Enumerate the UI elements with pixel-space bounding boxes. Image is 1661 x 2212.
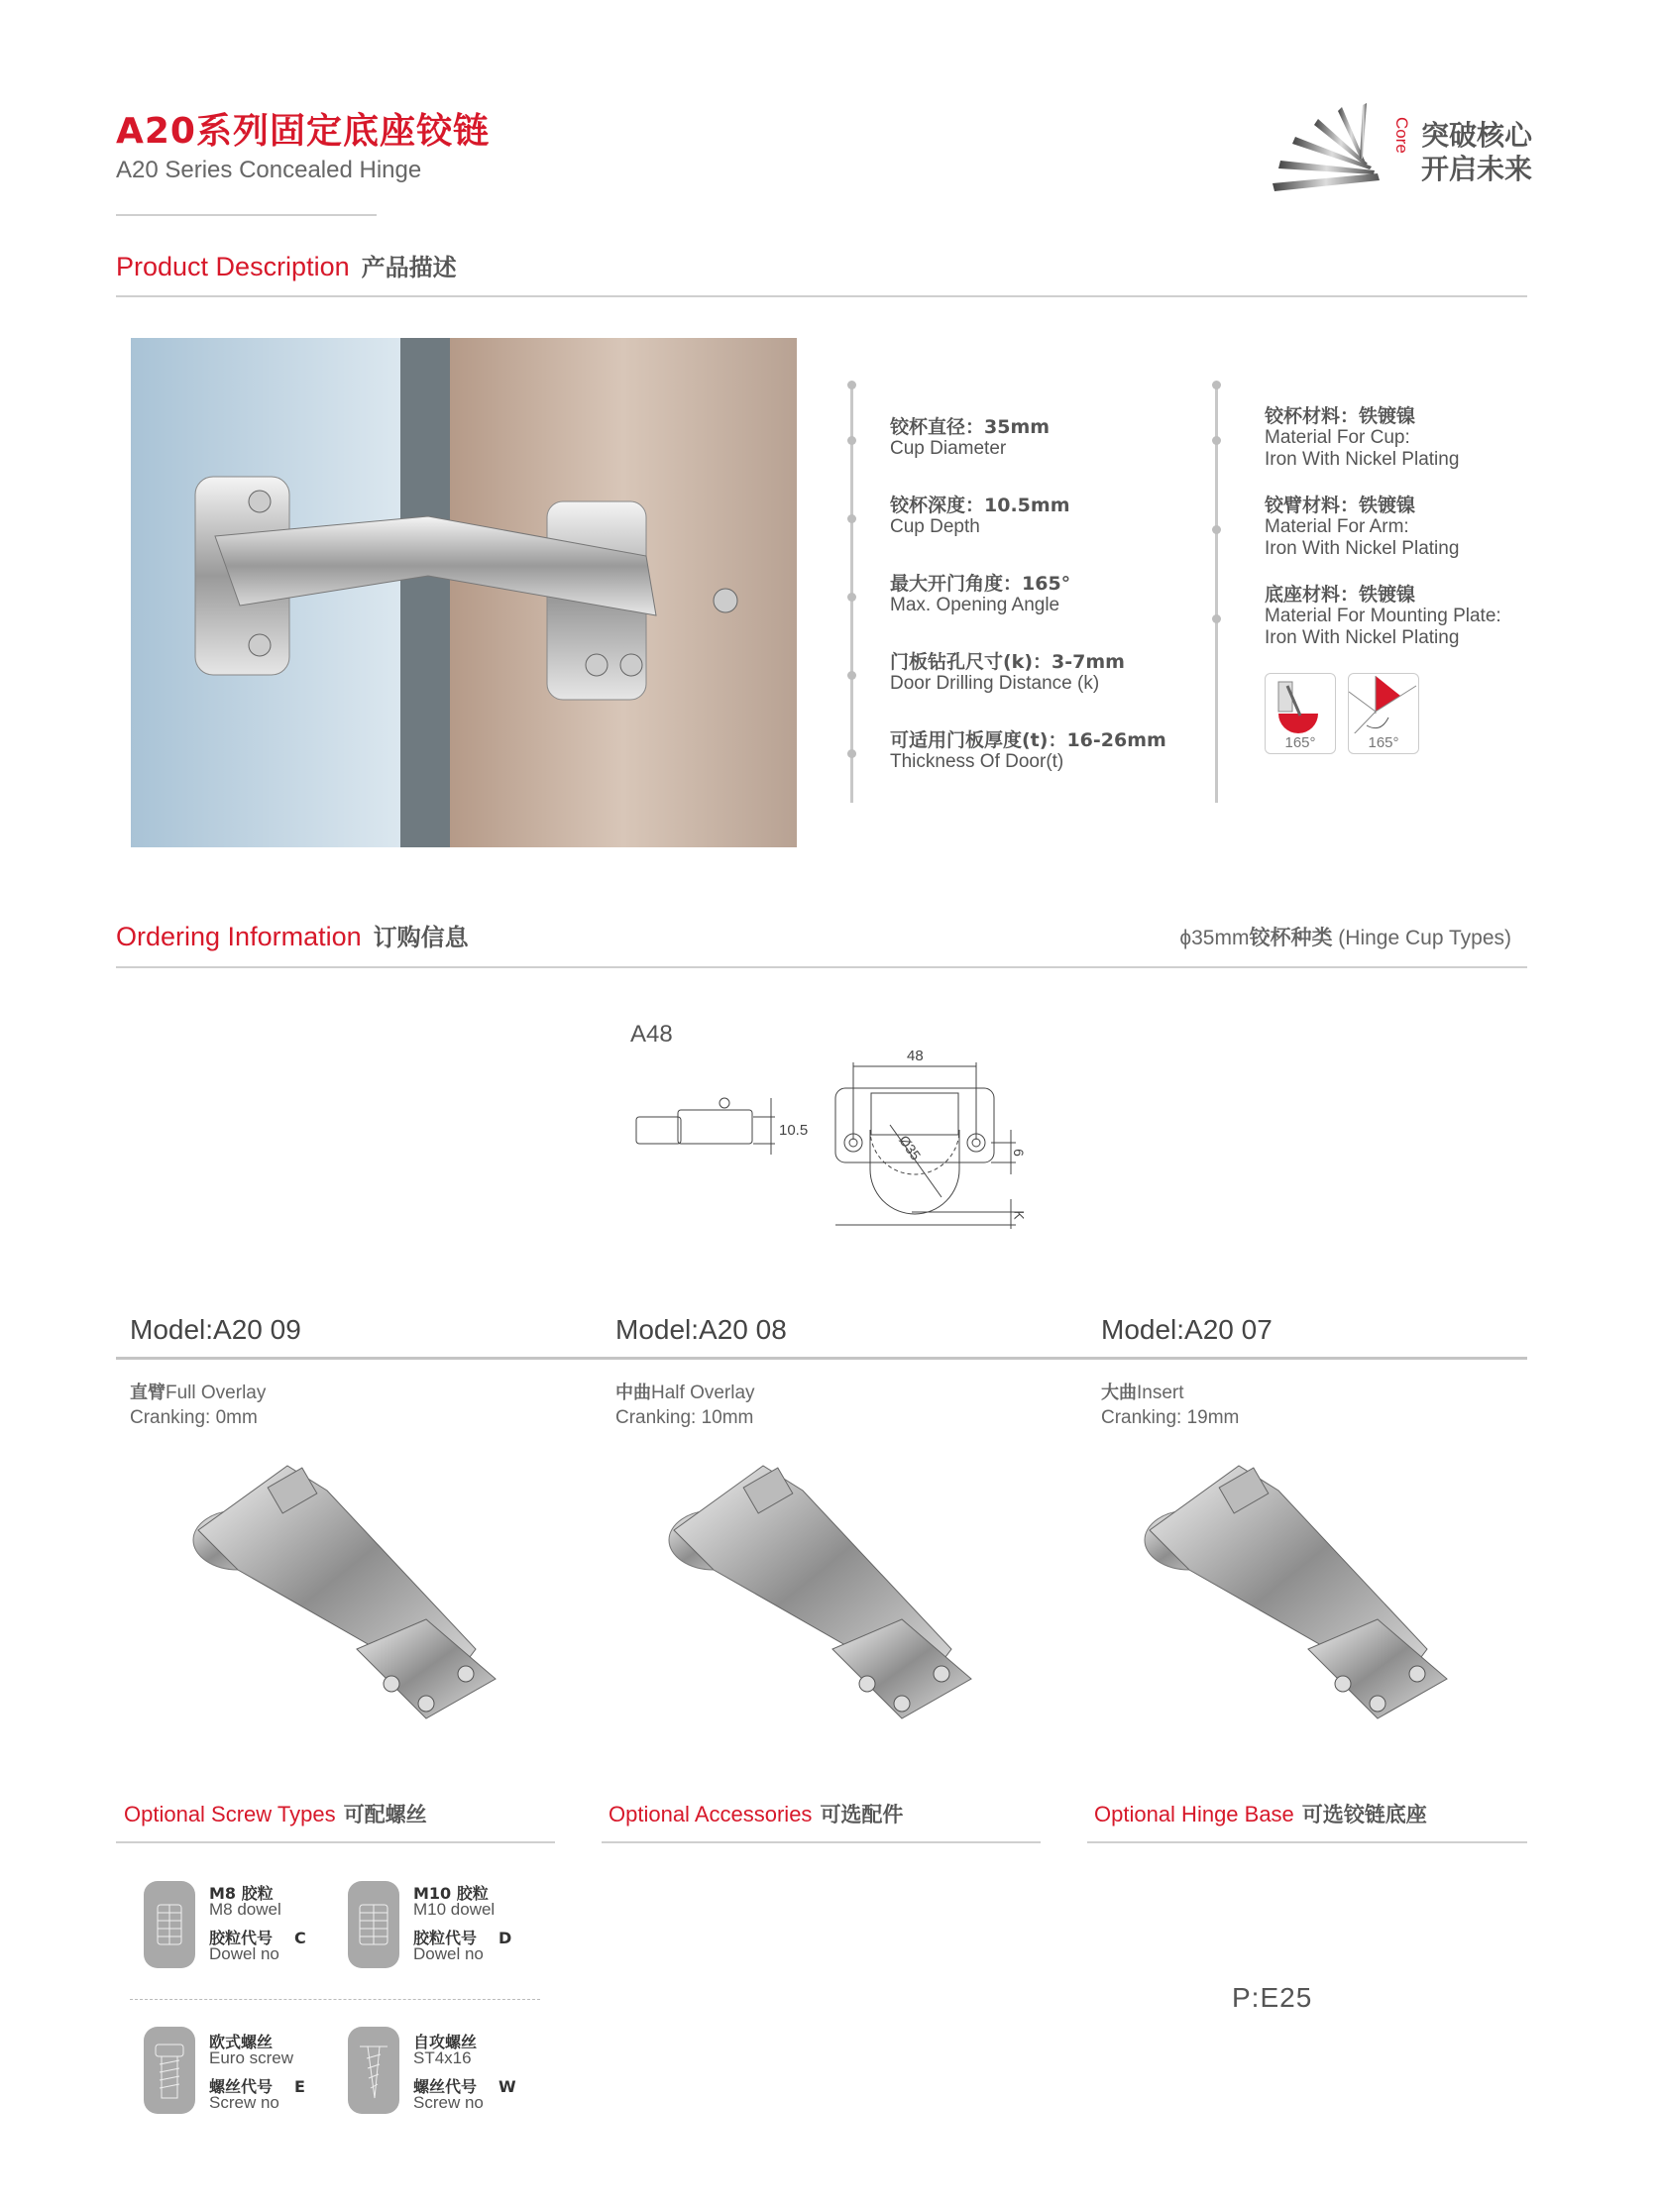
screw-code: W	[498, 2077, 516, 2096]
material-value-en: Iron With Nickel Plating	[1265, 538, 1460, 559]
cup-types-en: (Hinge Cup Types)	[1332, 927, 1511, 949]
dowel-icon	[348, 1881, 399, 1968]
spec-label-en: Thickness Of Door(t)	[890, 751, 1064, 772]
euro-screw-icon	[144, 2027, 195, 2114]
timeline-dot	[847, 514, 856, 523]
screw-name-cn: 自攻螺丝	[413, 2033, 478, 2051]
material-value-en: Iron With Nickel Plating	[1265, 449, 1460, 470]
screw-item	[209, 2035, 305, 2111]
offset-dimension: 6	[1010, 1149, 1027, 1157]
spec-label: 门板钻孔尺寸(k)：	[890, 651, 1052, 673]
code-label-cn: 螺丝代号	[413, 2077, 478, 2096]
heading-en: Optional Hinge Base	[1094, 1802, 1294, 1826]
spec-value: 35mm	[984, 416, 1051, 438]
spec-label: 铰杯直径：	[890, 416, 985, 438]
screw-code: C	[294, 1929, 306, 1947]
optional-divider	[116, 1841, 555, 1843]
screw-item	[209, 1886, 306, 1962]
code-label-en: Screw no	[209, 2093, 279, 2112]
models-divider	[116, 1357, 1527, 1360]
heading-cn: 可配螺丝	[343, 1803, 427, 1826]
hinge-cup-types-label	[1179, 922, 1511, 951]
hinge-image	[1130, 1451, 1467, 1738]
section-title-en: Ordering Information	[116, 922, 362, 951]
material-timeline	[1215, 384, 1218, 803]
logo-slogan	[1421, 119, 1532, 186]
spec-label: 可适用门板厚度(t)：	[890, 729, 1067, 751]
screw-code: D	[498, 1929, 512, 1947]
timeline-dot	[847, 381, 856, 389]
self-tapping-screw-icon	[348, 2027, 399, 2114]
code-label-en: Screw no	[413, 2093, 484, 2112]
optional-hinge-base-heading	[1094, 1799, 1427, 1828]
section-title-cn: 订购信息	[373, 924, 469, 951]
material-item	[1265, 584, 1501, 649]
spec-item	[890, 416, 1050, 460]
model-type	[615, 1381, 755, 1430]
type-cn: 中曲	[615, 1382, 651, 1403]
timeline-dot	[1212, 614, 1221, 623]
type-en: Half Overlay	[651, 1382, 755, 1403]
spec-value: 165°	[1022, 573, 1071, 595]
heading-en: Optional Screw Types	[124, 1802, 336, 1826]
material-label-en: Material For Arm:	[1265, 516, 1409, 537]
spec-value: 3-7mm	[1052, 651, 1125, 673]
type-en: Full Overlay	[166, 1382, 267, 1403]
timeline-dot	[847, 436, 856, 445]
k-dimension: K	[1011, 1210, 1028, 1220]
spec-label: 最大开门角度：	[890, 573, 1023, 595]
heading-en: Optional Accessories	[609, 1802, 813, 1826]
code-label-en: Dowel no	[209, 1944, 279, 1963]
spec-item	[890, 495, 1070, 538]
logo-core-word: Core	[1392, 117, 1411, 154]
spec-item	[890, 573, 1070, 616]
angle-label: 165°	[1284, 734, 1316, 751]
screw-item	[413, 2035, 516, 2111]
type-cn: 直臂	[130, 1382, 166, 1403]
cranking: Cranking: 0mm	[130, 1407, 258, 1428]
angle-label: 165°	[1368, 734, 1399, 751]
type-cn: 大曲	[1101, 1382, 1137, 1403]
cup-model-label: A48	[630, 1021, 673, 1048]
spec-item	[890, 651, 1125, 695]
screw-name-cn: 欧式螺丝	[209, 2033, 274, 2051]
material-label: 铰杯材料：铁镀镍	[1265, 405, 1416, 427]
material-item	[1265, 495, 1459, 560]
timeline-dot	[847, 749, 856, 758]
logo-line-1: 突破核心	[1421, 119, 1533, 152]
material-label-en: Material For Cup:	[1265, 427, 1410, 448]
spec-value: 16-26mm	[1066, 729, 1166, 751]
optional-accessories-heading	[609, 1799, 903, 1828]
material-label: 铰臂材料：铁镀镍	[1265, 495, 1416, 516]
fan-logo-icon	[1271, 99, 1389, 193]
product-photo	[131, 338, 797, 847]
cup-diameter-dimension: Ø35	[896, 1132, 925, 1163]
cranking: Cranking: 10mm	[615, 1407, 754, 1428]
code-label-en: Dowel no	[413, 1944, 484, 1963]
page-subtitle: A20 Series Concealed Hinge	[116, 157, 422, 183]
section-divider	[116, 966, 1527, 968]
cranking: Cranking: 19mm	[1101, 1407, 1240, 1428]
hinge-165-angle-icon	[1265, 673, 1336, 754]
cup-dimension-diagram	[614, 1001, 1031, 1229]
model-type	[1101, 1381, 1239, 1430]
spec-label-en: Door Drilling Distance (k)	[890, 673, 1100, 694]
timeline-dot	[847, 593, 856, 602]
material-label-en: Material For Mounting Plate:	[1265, 606, 1501, 626]
brand-logo	[1271, 99, 1548, 193]
screw-name-cn: M10 胶粒	[413, 1884, 489, 1903]
cup-depth-dimension: 10.5	[779, 1122, 809, 1139]
logo-line-2: 开启未来	[1421, 153, 1533, 185]
model-name: Model:A20 07	[1101, 1314, 1273, 1345]
cup-diameter: ϕ35mm	[1179, 927, 1250, 949]
dashed-divider	[130, 1999, 540, 2000]
timeline-dot	[1212, 436, 1221, 445]
optional-divider	[602, 1841, 1041, 1843]
screw-name-en: Euro screw	[209, 2048, 294, 2067]
section-ordering-information	[116, 918, 469, 952]
spec-label-en: Cup Diameter	[890, 438, 1007, 459]
screw-code: E	[294, 2077, 305, 2096]
optional-screw-types-heading	[124, 1799, 427, 1828]
optional-divider	[1087, 1841, 1527, 1843]
screw-name-cn: M8 胶粒	[209, 1884, 274, 1903]
model-name: Model:A20 09	[130, 1314, 301, 1345]
material-item	[1265, 405, 1459, 471]
code-label-cn: 螺丝代号	[209, 2077, 274, 2096]
timeline-dot	[1212, 525, 1221, 534]
code-label-cn: 胶粒代号	[413, 1929, 478, 1947]
door-165-angle-icon	[1348, 673, 1419, 754]
material-label: 底座材料：铁镀镍	[1265, 584, 1416, 606]
spec-label-en: Max. Opening Angle	[890, 595, 1060, 615]
spec-item	[890, 729, 1166, 773]
page-title: A20系列固定底座铰链	[116, 111, 490, 152]
screw-item	[413, 1886, 511, 1962]
material-value-en: Iron With Nickel Plating	[1265, 627, 1460, 648]
page-number: P:E25	[1232, 1982, 1313, 2013]
hinge-image	[178, 1451, 515, 1738]
timeline-dot	[847, 671, 856, 680]
model-name: Model:A20 08	[615, 1314, 787, 1345]
cup-types-cn: 铰杯种类	[1249, 926, 1333, 949]
heading-cn: 可选配件	[820, 1803, 904, 1826]
section-title-cn: 产品描述	[361, 254, 457, 281]
code-label-cn: 胶粒代号	[209, 1929, 274, 1947]
section-divider	[116, 295, 1527, 297]
section-title-en: Product Description	[116, 252, 350, 281]
screw-name-en: M8 dowel	[209, 1900, 281, 1919]
hole-spacing-dimension: 48	[907, 1048, 924, 1064]
model-type	[130, 1381, 266, 1430]
type-en: Insert	[1137, 1382, 1184, 1403]
hinge-image	[654, 1451, 991, 1738]
dowel-icon	[144, 1881, 195, 1968]
heading-cn: 可选铰链底座	[1301, 1803, 1427, 1826]
spec-label-en: Cup Depth	[890, 516, 980, 537]
screw-name-en: M10 dowel	[413, 1900, 496, 1919]
screw-name-en: ST4x16	[413, 2048, 472, 2067]
section-product-description	[116, 248, 457, 282]
title-underline	[116, 214, 377, 216]
spec-value: 10.5mm	[984, 495, 1070, 516]
spec-label: 铰杯深度：	[890, 495, 985, 516]
timeline-dot	[1212, 381, 1221, 389]
